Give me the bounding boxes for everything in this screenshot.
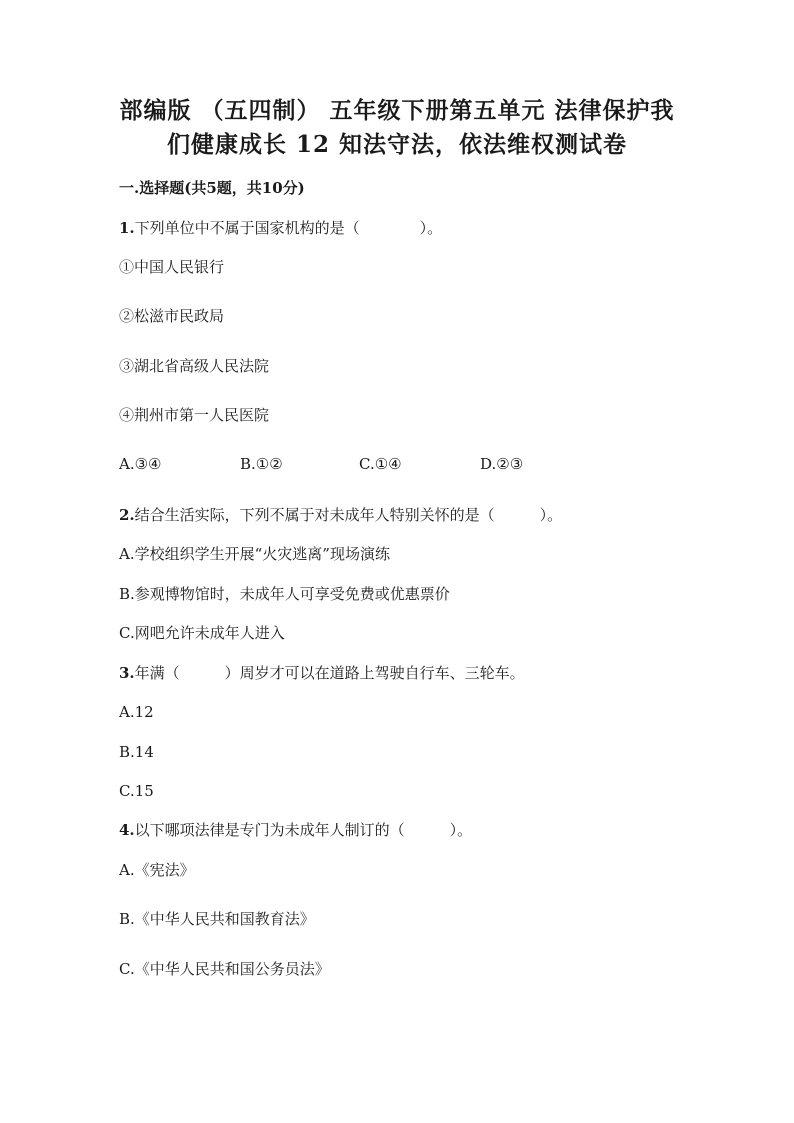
section-heading: 一.选择题(共5题，共10分): [119, 179, 305, 197]
question-1-number: 1.: [119, 219, 135, 237]
question-4-option-b[interactable]: B.《中华人民共和国教育法》: [119, 910, 315, 928]
question-3-number: 3.: [119, 664, 135, 682]
question-1-option-b[interactable]: B.①②: [240, 455, 283, 473]
question-2: [119, 505, 562, 525]
question-2-option-b[interactable]: B.参观博物馆时，未成年人可享受免费或优惠票价: [119, 585, 450, 603]
question-3-stem: 年满（ ）周岁才可以在道路上驾驶自行车、三轮车。: [134, 664, 525, 682]
question-1-item-3: ③湖北省高级人民法院: [119, 357, 270, 375]
page-title: [100, 94, 694, 162]
question-2-stem: 结合生活实际，下列不属于对未成年人特别关怀的是（ ）。: [134, 506, 563, 524]
question-4: [119, 820, 472, 840]
question-1-item-1: ①中国人民银行: [119, 258, 225, 276]
question-1-item-4: ④荆州市第一人民医院: [119, 406, 270, 424]
question-4-number: 4.: [119, 821, 135, 839]
question-2-option-c[interactable]: C.网吧允许未成年人进入: [119, 624, 285, 642]
question-3: [119, 663, 525, 683]
question-3-option-b[interactable]: B.14: [119, 743, 154, 761]
question-3-option-a[interactable]: A.12: [119, 703, 154, 721]
question-4-option-a[interactable]: A.《宪法》: [119, 861, 195, 879]
question-1-option-d[interactable]: D.②③: [480, 455, 524, 473]
question-1-item-2: ②松滋市民政局: [119, 307, 225, 325]
question-2-option-a[interactable]: A.学校组织学生开展“火灾逃离”现场演练: [119, 545, 390, 563]
question-1-stem: 下列单位中不属于国家机构的是（ ）。: [134, 219, 443, 237]
question-4-option-c[interactable]: C.《中华人民共和国公务员法》: [119, 960, 330, 978]
question-4-stem: 以下哪项法律是专门为未成年人制订的（ ）。: [134, 821, 473, 839]
title-line-1: 部编版 （五四制） 五年级下册第五单元 法律保护我: [119, 97, 675, 124]
question-1: [119, 218, 442, 238]
question-1-option-a[interactable]: A.③④: [119, 455, 162, 473]
question-2-number: 2.: [119, 506, 135, 524]
question-3-option-c[interactable]: C.15: [119, 782, 154, 800]
title-line-2: 们健康成长 12 知法守法，依法维权测试卷: [166, 131, 628, 158]
question-1-option-c[interactable]: C.①④: [359, 455, 402, 473]
